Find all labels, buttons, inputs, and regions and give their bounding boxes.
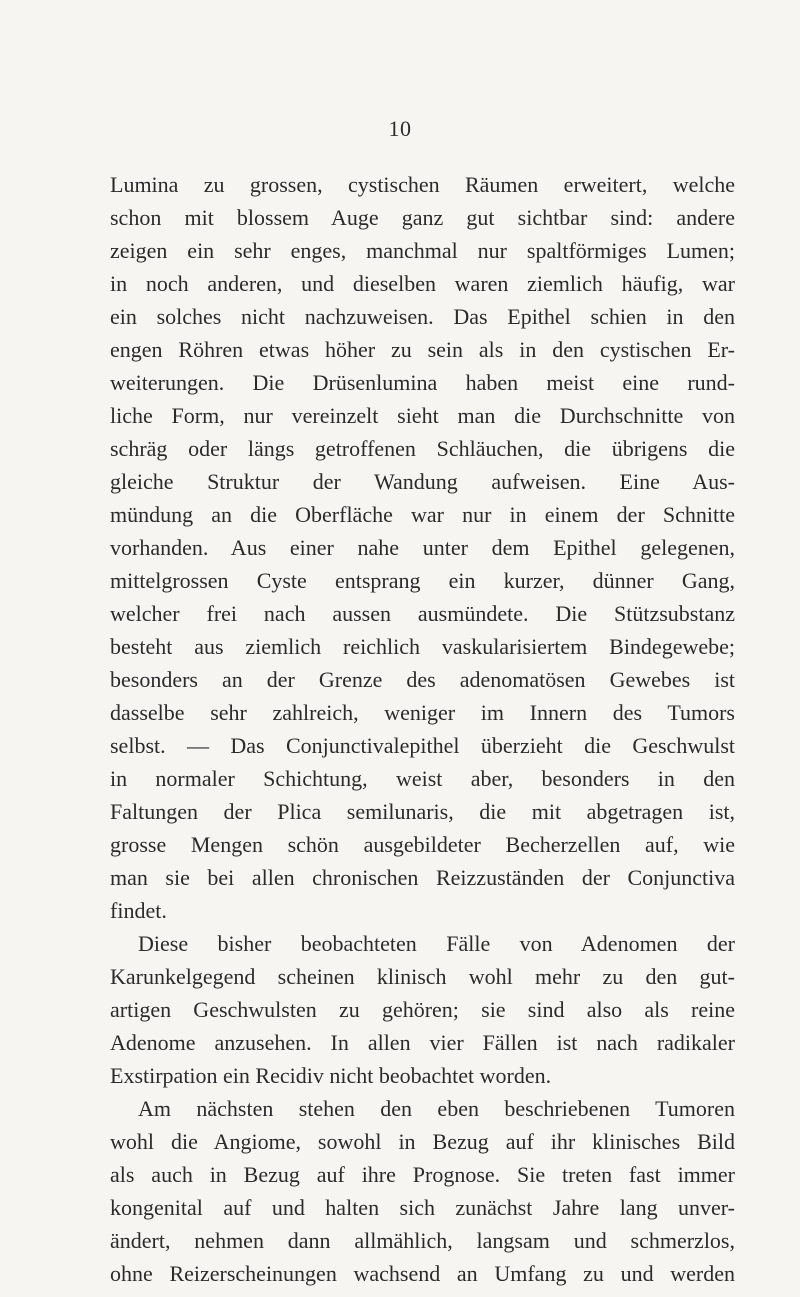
text-line: weiterungen. Die Drüsenlumina haben meist eine rund- [110,370,735,395]
text-line: mündung an die Oberfläche war nur in einem der Schnitte [110,502,735,527]
text-line: man sie bei allen chronischen Reizzuständen der Conjunctiva [110,865,735,890]
text-line: artigen Geschwulsten zu gehören; sie sind also als reine [110,997,735,1022]
text-line: wohl die Angiome, sowohl in Bezug auf ihr klinisches Bild [110,1129,735,1154]
text-line: besteht aus ziemlich reichlich vaskularisiertem Bindegewebe; [110,634,735,659]
body-text [110,168,735,1290]
text-line: schräg oder längs getroffenen Schläuchen, die übrigens die [110,436,735,461]
text-line: in noch anderen, und dieselben waren ziemlich häufig, war [110,271,735,296]
text-line: liche Form, nur vereinzelt sieht man die Durchschnitte von [110,403,735,428]
text-line: Adenome anzusehen. In allen vier Fällen ist nach radikaler [110,1030,735,1055]
text-line: kongenital auf und halten sich zunächst Jahre lang unver- [110,1195,735,1220]
text-line: engen Röhren etwas höher zu sein als in den cystischen Er- [110,337,735,362]
text-line: welcher frei nach aussen ausmündete. Die Stützsubstanz [110,601,735,626]
text-line: zeigen ein sehr enges, manchmal nur spaltförmiges Lumen; [110,238,735,263]
text-line: in normaler Schichtung, weist aber, besonders in den [110,766,735,791]
text-line: Lumina zu grossen, cystischen Räumen erweitert, welche [110,172,735,197]
text-line: ändert, nehmen dann allmählich, langsam und schmerzlos, [110,1228,735,1253]
text-line: grosse Mengen schön ausgebildeter Becherzellen auf, wie [110,832,735,857]
text-line: mittelgrossen Cyste entsprang ein kurzer, dünner Gang, [110,568,735,593]
text-line: ohne Reizerscheinungen wachsend an Umfang zu und werden [110,1261,735,1286]
text-line: selbst. — Das Conjunctivalepithel überzieht die Geschwulst [110,733,735,758]
text-line: schon mit blossem Auge ganz gut sichtbar sind: andere [110,205,735,230]
text-line: vorhanden. Aus einer nahe unter dem Epithel gelegenen, [110,535,735,560]
page-number: 10 [388,116,412,141]
paragraph-end-line: findet. [110,898,167,923]
paragraph-start-line: Am nächsten stehen den eben beschriebenen Tumoren [138,1096,735,1121]
text-line: dasselbe sehr zahlreich, weniger im Innern des Tumors [110,700,735,725]
text-line: ein solches nicht nachzuweisen. Das Epithel schien in den [110,304,735,329]
text-line: Faltungen der Plica semilunaris, die mit abgetragen ist, [110,799,735,824]
text-line: besonders an der Grenze des adenomatösen Gewebes ist [110,667,735,692]
paragraph-end-line: Exstirpation ein Recidiv nicht beobachtet worden. [110,1063,552,1088]
paragraph-start-line: Diese bisher beobachteten Fälle von Adenomen der [138,931,735,956]
text-line: Karunkelgegend scheinen klinisch wohl mehr zu den gut- [110,964,735,989]
text-line: als auch in Bezug auf ihre Prognose. Sie treten fast immer [110,1162,735,1187]
text-line: gleiche Struktur der Wandung aufweisen. Eine Aus- [110,469,735,494]
